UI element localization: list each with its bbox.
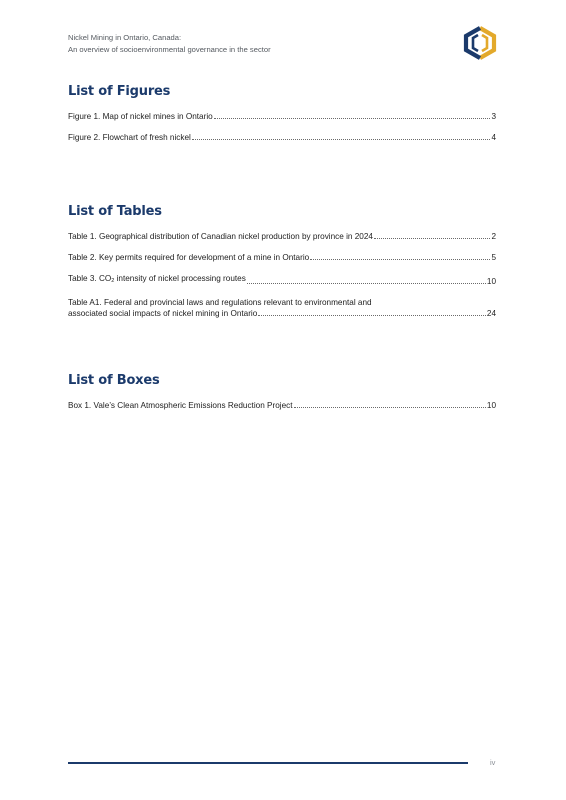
- table-entry-page: 2: [491, 232, 496, 241]
- figure-entry[interactable]: [68, 132, 496, 143]
- list-of-figures: [68, 84, 496, 153]
- header-line-2: An overview of socioenvironmental governance in the sector: [68, 44, 271, 54]
- table-entry-label-line-1: Table A1. Federal and provincial laws and regulations relevant to environmental and: [68, 298, 372, 307]
- dot-leader: [310, 259, 490, 260]
- header-line-1: Nickel Mining in Ontario, Canada:: [68, 33, 182, 42]
- box-entry-label: Box 1. Vale’s Clean Atmospheric Emissions Reduction Project: [68, 401, 293, 410]
- figure-entry-page: 4: [491, 133, 496, 142]
- box-entry[interactable]: [68, 400, 496, 411]
- table-entry-page: 5: [491, 253, 496, 262]
- page-number: iv: [490, 758, 496, 767]
- figure-entry-page: 3: [491, 112, 496, 121]
- list-of-tables: [68, 204, 496, 329]
- hexagon-logo-icon: [462, 26, 498, 60]
- figures-heading: List of Figures: [68, 84, 171, 99]
- table-entry[interactable]: [68, 297, 496, 319]
- footer-rule: [68, 762, 468, 764]
- subscript-2: 2: [111, 278, 115, 284]
- table-entry[interactable]: [68, 252, 496, 263]
- table-entry-label-suffix: intensity of nickel processing routes: [114, 274, 246, 283]
- dot-leader: [214, 118, 491, 119]
- table-entry[interactable]: [68, 231, 496, 242]
- table-entry-page: 24: [486, 309, 496, 318]
- list-of-boxes: [68, 373, 496, 421]
- box-entry-page: 10: [486, 401, 496, 410]
- table-entry-page: 10: [486, 277, 496, 286]
- dot-leader: [192, 139, 491, 140]
- figure-entry-label: Figure 1. Map of nickel mines in Ontario: [68, 112, 213, 121]
- table-entry[interactable]: [68, 273, 496, 287]
- dot-leader: [294, 407, 486, 408]
- dot-leader: [247, 283, 486, 284]
- table-entry-label: Table 2. Key permits required for development of a mine in Ontario: [68, 253, 310, 262]
- table-entry-label: [68, 273, 246, 287]
- tables-heading: List of Tables: [68, 204, 162, 219]
- dot-leader: [258, 315, 486, 316]
- boxes-heading: List of Boxes: [68, 373, 160, 388]
- table-entry-line-2: [68, 308, 496, 319]
- figure-entry-label: Figure 2. Flowchart of fresh nickel: [68, 133, 191, 142]
- table-entry-label-line-2: associated social impacts of nickel mining in Ontario: [68, 309, 258, 318]
- dot-leader: [374, 238, 490, 239]
- table-entry-label: Table 1. Geographical distribution of Canadian nickel production by province in 2024: [68, 232, 373, 241]
- table-entry-label-prefix: Table 3. CO: [68, 274, 112, 283]
- running-header: [68, 32, 271, 55]
- figure-entry[interactable]: [68, 111, 496, 122]
